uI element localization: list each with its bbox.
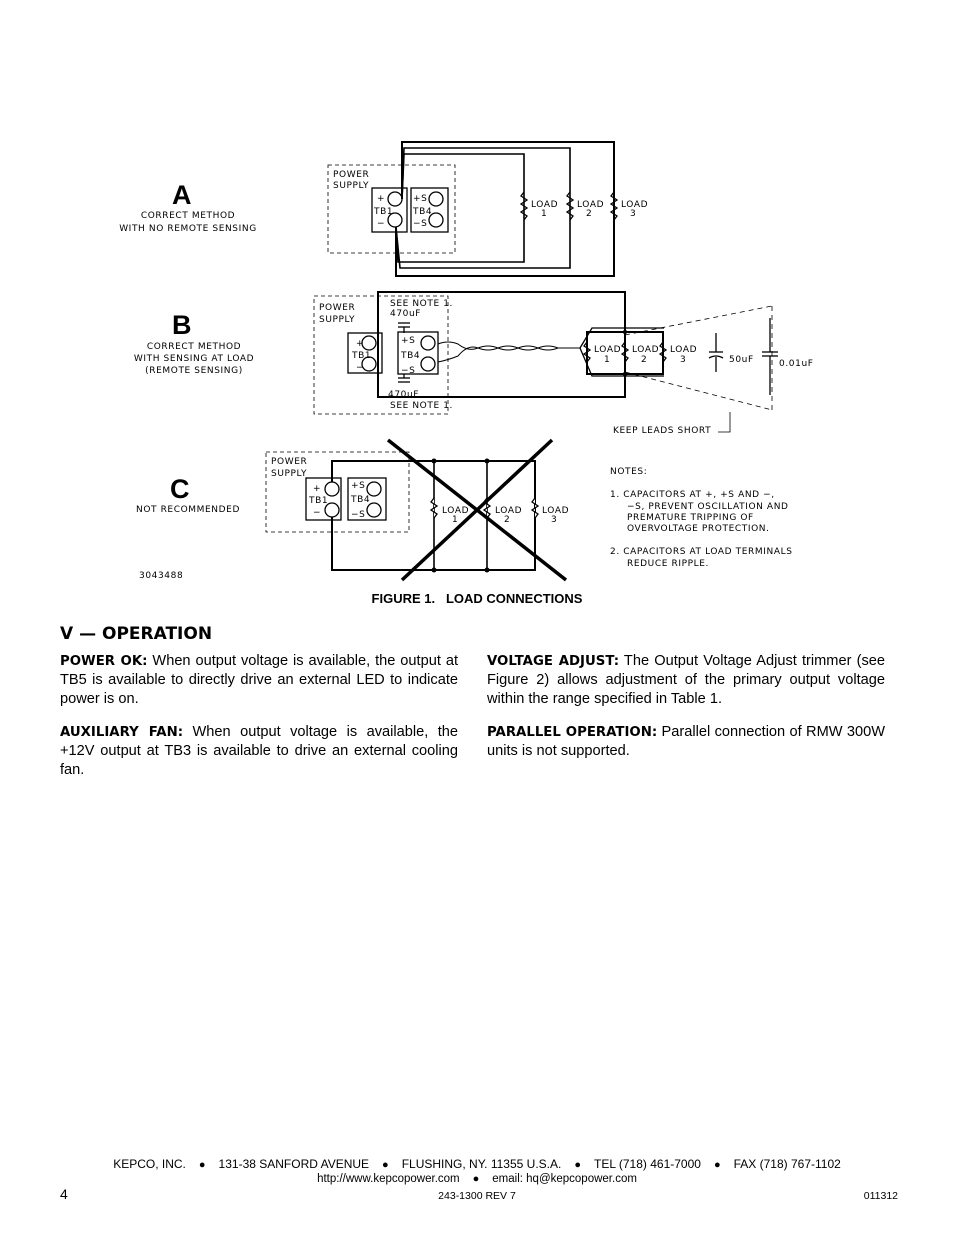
panel-a-minus-s: −S	[413, 219, 428, 229]
panel-b-minus: −	[356, 363, 365, 373]
note-line: 1. CAPACITORS AT +, +S AND −,	[610, 490, 775, 500]
panel-a-plus-s: +S	[413, 194, 428, 204]
load-connections-figure	[0, 0, 954, 600]
panel-a-load-num: 1	[541, 209, 548, 219]
panel-a-desc-line: CORRECT METHOD	[140, 211, 236, 221]
panel-b-load-num: 2	[641, 355, 648, 365]
footer-tel: TEL (718) 461-7000	[593, 1157, 701, 1171]
panel-a-load-label: LOAD	[577, 200, 605, 210]
panel-a-power-label: POWER	[333, 170, 370, 180]
panel-b-plus: +	[356, 339, 365, 349]
voltage-adjust-heading: VOLTAGE ADJUST:	[487, 654, 620, 669]
panel-c-load-label: LOAD	[542, 506, 570, 516]
panel-a-load-num: 2	[586, 209, 593, 219]
panel-c-plus: +	[313, 484, 322, 494]
footer-fax: FAX (718) 767-1102	[733, 1157, 841, 1171]
panel-b-desc-line: WITH SENSING AT LOAD	[133, 354, 255, 364]
footer-contact-line	[0, 1173, 954, 1185]
footer-address-line	[0, 1157, 954, 1171]
footer-web-link[interactable]: http://www.kepcopower.com	[317, 1173, 460, 1185]
panel-c-supply-label: SUPPLY	[271, 469, 308, 479]
panel-a-minus: −	[377, 219, 386, 229]
panel-c-tb4: TB4	[351, 495, 371, 505]
page-number: 4	[60, 1186, 68, 1202]
parallel-operation-text: Parallel connection of RMW 300W units is not supported.	[487, 724, 886, 759]
bullet-icon: ●	[574, 1159, 581, 1171]
voltage-adjust-text: The Output Voltage Adjust trimmer (see Figure 2) allows adjustment of the primary output voltage within the range specified in Table 1.	[487, 653, 885, 707]
footer-address: 131-38 SANFORD AVENUE	[218, 1157, 370, 1171]
figure-caption: FIGURE 1. LOAD CONNECTIONS	[371, 591, 583, 606]
panel-c-minus: −	[313, 508, 322, 518]
aux-fan-paragraph	[60, 723, 458, 780]
footer-email-link[interactable]: email: hq@kepcopower.com	[492, 1173, 637, 1185]
date-code: 011312	[863, 1190, 898, 1202]
panel-b-tb1: TB1	[352, 351, 372, 361]
panel-b-tb4: TB4	[401, 351, 421, 361]
panel-b-load-label: LOAD	[632, 345, 660, 355]
aux-fan-heading: AUXILIARY FAN:	[60, 725, 184, 740]
panel-b-desc-line: CORRECT METHOD	[146, 342, 242, 352]
note-line: REDUCE RIPPLE.	[627, 559, 710, 569]
voltage-adjust-paragraph	[487, 652, 885, 709]
panel-a-tb1: TB1	[374, 207, 394, 217]
parallel-operation-heading: PARALLEL OPERATION:	[487, 725, 658, 740]
panel-b-letter: B	[172, 310, 192, 340]
bullet-icon: ●	[198, 1159, 206, 1171]
panel-b-cap-bottom: 470uF	[388, 390, 420, 400]
panel-a-load-label: LOAD	[621, 200, 649, 210]
panel-a-diagram	[328, 142, 617, 276]
note-line: 2. CAPACITORS AT LOAD TERMINALS	[610, 547, 793, 557]
panel-c-power-label: POWER	[271, 457, 308, 467]
section-title: V — OPERATION	[60, 624, 213, 644]
note-line: OVERVOLTAGE PROTECTION.	[627, 524, 770, 534]
panel-c-load-num: 1	[452, 515, 459, 525]
panel-c-load-num: 3	[551, 515, 558, 525]
panel-b-keep-leads: KEEP LEADS SHORT	[613, 426, 712, 436]
panel-b-load-num: 3	[680, 355, 687, 365]
note-line: PREMATURE TRIPPING OF	[627, 513, 754, 523]
bullet-icon: ●	[713, 1159, 721, 1171]
panel-b-supply-label: SUPPLY	[319, 315, 356, 325]
panel-a-load-num: 3	[630, 209, 637, 219]
panel-a-tb4: TB4	[413, 207, 433, 217]
panel-c-load-label: LOAD	[495, 506, 523, 516]
power-ok-text: When output voltage is available, the output at TB5 is available to directly drive an external LED to indicate power is on.	[60, 653, 458, 707]
panel-c-plus-s: +S	[351, 481, 366, 491]
footer-company: KEPCO, INC.	[113, 1157, 186, 1171]
panel-a-supply-label: SUPPLY	[333, 181, 370, 191]
panel-b-see-note-bottom: SEE NOTE 1.	[390, 401, 453, 411]
panel-b-cap-top: 470uF	[390, 309, 422, 319]
parallel-operation-paragraph	[487, 723, 885, 761]
panel-c-load-label: LOAD	[442, 506, 470, 516]
doc-number: 243-1300 REV 7	[438, 1190, 516, 1202]
panel-a-desc-line: WITH NO REMOTE SENSING	[119, 224, 257, 234]
panel-c-desc: NOT RECOMMENDED	[136, 505, 240, 515]
power-ok-heading: POWER OK:	[60, 654, 148, 669]
panel-c-load-num: 2	[504, 515, 511, 525]
panel-b-load-num: 1	[604, 355, 611, 365]
panel-b-plus-s: +S	[401, 336, 416, 346]
panel-b-load-label: LOAD	[594, 345, 622, 355]
drawing-number: 3043488	[139, 571, 184, 581]
panel-b-cap-50: 50uF	[729, 355, 754, 365]
panel-b-desc-line: (REMOTE SENSING)	[145, 366, 243, 376]
panel-b-minus-s: −S	[401, 366, 416, 376]
panel-a-letter: A	[172, 180, 192, 210]
panel-c-tb1: TB1	[309, 496, 329, 506]
bullet-icon: ●	[382, 1159, 389, 1171]
panel-a-load-label: LOAD	[531, 200, 559, 210]
notes-title: NOTES:	[610, 467, 648, 477]
power-ok-paragraph	[60, 652, 458, 709]
panel-c-minus-s: −S	[351, 510, 366, 520]
note-line: −S, PREVENT OSCILLATION AND	[627, 502, 789, 512]
footer-city: FLUSHING, NY. 11355 U.S.A.	[401, 1157, 562, 1171]
aux-fan-text: When output voltage is available, the +12V output at TB3 is available to drive an external cooling fan.	[60, 724, 459, 778]
bullet-icon: ●	[472, 1173, 480, 1185]
panel-b-diagram	[314, 292, 778, 432]
panel-b-load-label: LOAD	[670, 345, 698, 355]
panel-b-see-note-top: SEE NOTE 1.	[390, 299, 453, 309]
panel-c-letter: C	[170, 474, 190, 504]
panel-b-cap-001: 0.01uF	[779, 359, 814, 369]
panel-a-plus: +	[377, 194, 386, 204]
panel-b-power-label: POWER	[319, 303, 356, 313]
